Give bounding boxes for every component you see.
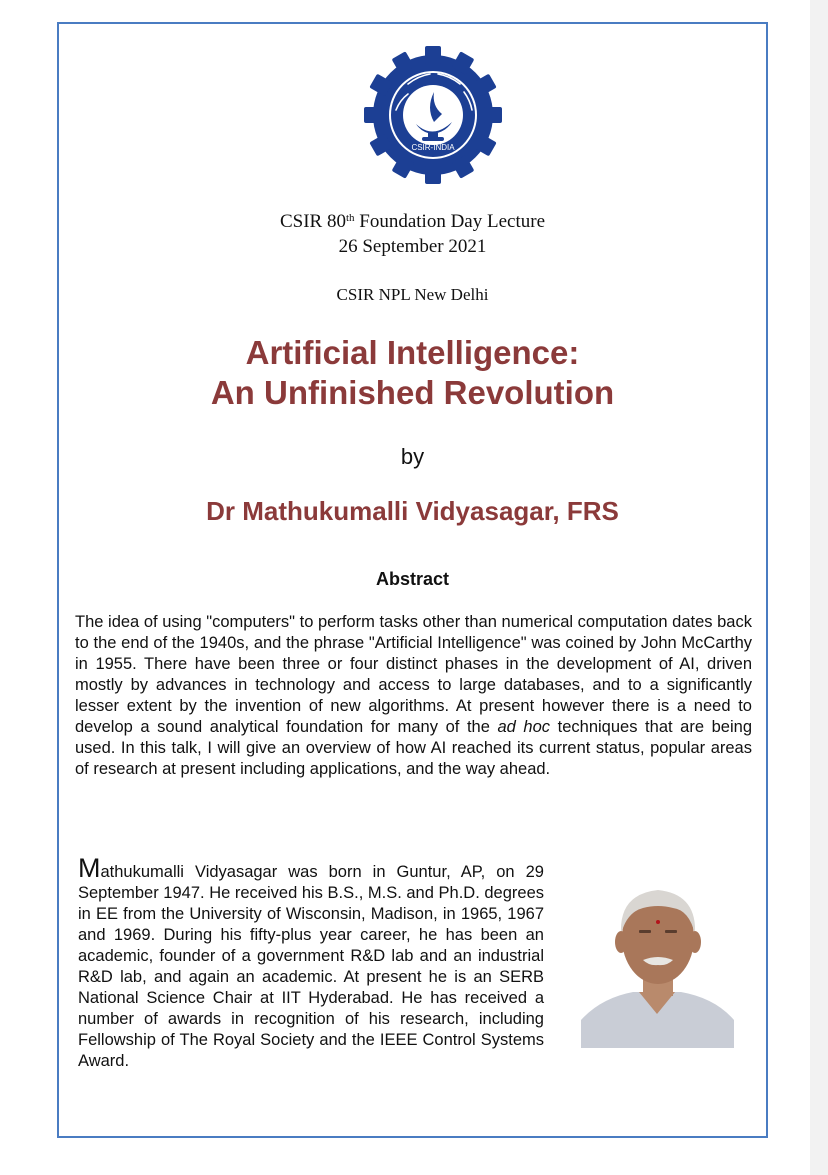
talk-title-line-2: An Unfinished Revolution (210, 374, 615, 411)
csir-logo (362, 44, 504, 186)
talk-title-line-1: Artificial Intelligence: (245, 334, 580, 371)
bio-initial: M (78, 853, 101, 883)
speaker-bio: Mathukumalli Vidyasagar was born in Guntur, AP, on 29 September 1947. He received his B.S., M.S. and Ph.D. degrees in EE from the University of Wisconsin, Madison, in 1965, 1967 and 1969. During his fifty-plus year career, he has been an academic, founder of a government R&D lab and an industrial R&D lab, and again an academic. At present he is an SERB National Science Chair at IIT Hyderabad. He has received a number of awards in recognition of his research, including Fellowship of The Royal Society and the IEEE Control Systems Award. (78, 853, 544, 1070)
lecture-date: 26 September 2021 (338, 236, 487, 257)
logo-text: CSIR-INDIA (411, 143, 455, 152)
venue: CSIR NPL New Delhi (336, 285, 489, 304)
abstract-text: The idea of using "computers" to perform tasks other than numerical computation dates back to the end of the 1940s, and the phrase "Artificial Intelligence" was coined by John McCarthy in 1955. There have been three or four distinct phases in the development of AI, driven mostly by advances in technology and access to large databases, and to a significantly lesser extent by the invention of new algorithms. At present however there is a need to develop a sound analytical foundation for many of the ad hoc techniques that are being used. In this talk, I will give an overview of how AI reached its current status, popular areas of research at present including applications, and the way ahead. (75, 613, 752, 778)
abstract-heading: Abstract (375, 569, 450, 589)
lecture-title: CSIR 80th Foundation Day Lecture (279, 211, 546, 232)
speaker-photo (581, 880, 734, 1048)
byline: by (400, 444, 425, 469)
speaker-name: Dr Mathukumalli Vidyasagar, FRS (206, 496, 619, 526)
